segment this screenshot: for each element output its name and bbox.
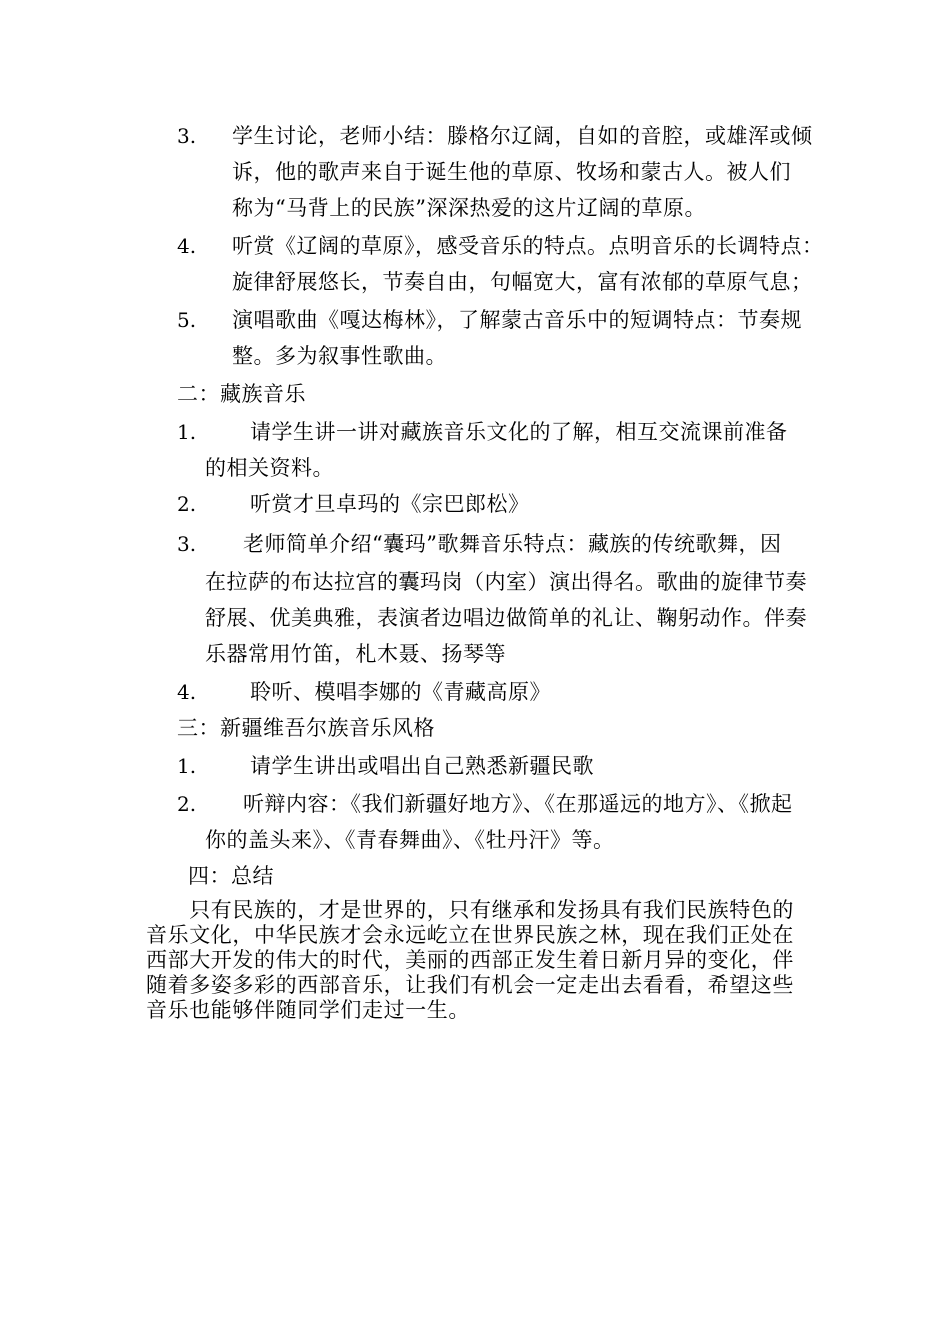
- list-number: 2.: [177, 792, 197, 816]
- list-item-text: 请学生讲一讲对藏族音乐文化的了解，相互交流课前准备: [250, 420, 788, 444]
- paragraph-line: 音乐也能够伴随同学们走过一生。: [146, 998, 470, 1022]
- list-number: 3.: [177, 124, 197, 148]
- section-heading: 四：总结: [188, 864, 274, 888]
- list-number: 4.: [177, 680, 197, 704]
- paragraph-line: 音乐文化，中华民族才会永远屹立在世界民族之林，现在我们正处在: [146, 923, 794, 947]
- list-item-text: 整。多为叙事性歌曲。: [232, 344, 447, 368]
- list-item-text: 的相关资料。: [205, 456, 334, 480]
- list-item-text: 旋律舒展悠长，节奏自由，句幅宽大，富有浓郁的草原气息；: [232, 270, 813, 294]
- list-item-text: 聆听、模唱李娜的《青藏高原》: [250, 680, 551, 704]
- list-number: 3.: [177, 532, 197, 556]
- list-item-text: 在拉萨的布达拉宫的囊玛岗（内室）演出得名。歌曲的旋律节奏: [205, 570, 807, 594]
- paragraph-line: 只有民族的，才是世界的，只有继承和发扬具有我们民族特色的: [146, 898, 794, 922]
- list-item-text: 学生讨论，老师小结：滕格尔辽阔，自如的音腔，或雄浑或倾: [232, 124, 813, 148]
- list-number: 4.: [177, 234, 197, 258]
- list-item-text: 乐器常用竹笛，札木聂、扬琴等: [205, 642, 506, 666]
- paragraph-line: 西部大开发的伟大的时代，美丽的西部正发生着日新月异的变化，伴: [146, 948, 794, 972]
- list-number: 5.: [177, 308, 197, 332]
- summary-paragraph: [146, 898, 812, 1023]
- list-item-text: 演唱歌曲《嘎达梅林》，了解蒙古音乐中的短调特点：节奏规: [232, 308, 802, 332]
- list-item-text: 你的盖头来》、《青春舞曲》、《牡丹汗》等。: [205, 828, 615, 852]
- list-item-text: 听赏《辽阔的草原》，感受音乐的特点。点明音乐的长调特点：: [232, 234, 824, 258]
- list-item-text: 诉，他的歌声来自于诞生他的草原、牧场和蒙古人。被人们: [232, 160, 791, 184]
- section-heading: 三：新疆维吾尔族音乐风格: [177, 716, 435, 740]
- paragraph-line: 随着多姿多彩的西部音乐，让我们有机会一定走出去看看，希望这些: [146, 973, 794, 997]
- list-item-text: 请学生讲出或唱出自己熟悉新疆民歌: [250, 754, 594, 778]
- list-item-text: 称为“马背上的民族”深深热爱的这片辽阔的草原。: [232, 196, 706, 220]
- list-item-text: 听辩内容：《我们新疆好地方》、《在那遥远的地方》、《掀起: [243, 792, 793, 816]
- list-number: 1.: [177, 754, 197, 778]
- list-item-text: 舒展、优美典雅，表演者边唱边做简单的礼让、鞠躬动作。伴奏: [205, 606, 807, 630]
- list-item-text: 听赏才旦卓玛的《宗巴郎松》: [250, 492, 530, 516]
- list-number: 2.: [177, 492, 197, 516]
- list-item-text: 老师简单介绍“囊玛”歌舞音乐特点：藏族的传统歌舞，因: [243, 532, 782, 556]
- list-number: 1.: [177, 420, 197, 444]
- section-heading: 二：藏族音乐: [177, 382, 306, 406]
